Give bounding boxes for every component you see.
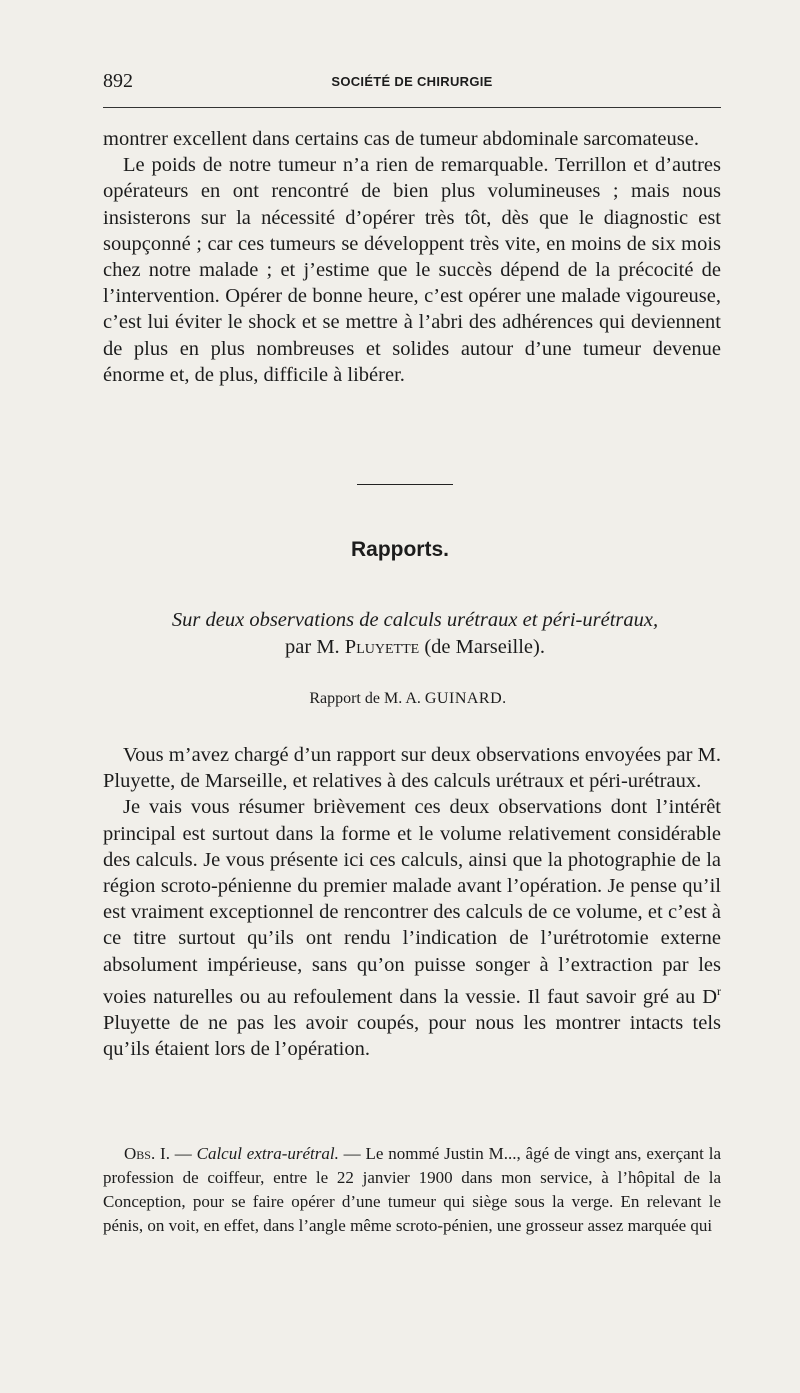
observation-label: Obs. I. (124, 1144, 170, 1163)
observation-title: Calcul extra-urétral. (196, 1144, 339, 1163)
report-body (103, 742, 721, 1062)
observation-dash-2: — (338, 1144, 366, 1163)
doctor-abbrev-sup: r (717, 983, 721, 998)
body-paragraph-2-end: Pluyette de ne pas les avoir coupés, pour nous les montrer intacts tels qu’ils étaient lors de l’opération. (103, 1011, 721, 1061)
header-rule (103, 107, 721, 108)
author-prefix: par M. (285, 636, 340, 658)
observation-text: Le nommé Justin M..., âgé de vingt ans, exerçant la profession de coiffeur, entre le 22 janvier 1900 dans mon service, à l’hôpital de la Conception, pour se faire opérer d’une tumeur qui siège sous la verge. En relevant le pénis, on voit, en effet, dans l’angle même scroto-pénien, une grosseur assez marquée qui (103, 1144, 721, 1235)
page-header (103, 70, 721, 94)
author-place: (de Marseille). (424, 636, 545, 658)
intro-paragraph-1: montrer excellent dans certains cas de tumeur abdominale sarcomateuse. (103, 128, 699, 150)
observation-block (103, 1142, 721, 1238)
rapporteur-line (0, 690, 800, 708)
body-paragraph-2 (103, 794, 721, 1062)
section-title: Rapports. (350, 538, 449, 561)
running-title: SOCIÉTÉ DE CHIRURGIE (331, 74, 493, 89)
body-paragraph-2-text: Je vais vous résumer brièvement ces deux observations dont l’intérêt principal est surtout dans la forme et le volume relativement considérable des calculs. Je vous présente ici ces calculs, ainsi que la photographie de la région scroto-pénienne du premier malade avant l’opération. Je pense qu’il est vraiment exceptionnel de rencontrer des calculs de ce volume, et c’est à ce titre surtout qu’ils ont rendu l’indication de l’urétrotomie externe absolument impérieuse, sans qu’on puisse songer à l’extraction par les voies naturelles ou au refoulement dans la vessie. Il faut savoir gré au (103, 796, 721, 1008)
intro-text (103, 126, 721, 388)
intro-paragraph-2: Le poids de notre tumeur n’a rien de remarquable. Terrillon et d’autres opérateurs en ont rencontré de bien plus volumineuses ; mais nous insisterons sur la nécessité d’opérer très tôt, dès que le diagnostic est soupçonné ; car ces tumeurs se développent très vite, en moins de six mois chez notre malade ; et j’estime que le succès dépend de la précocité de l’intervention. Opérer de bonne heure, c’est opérer une malade vigoureuse, c’est lui éviter le shock et se mettre à l’abri des adhérences qui deviennent de plus en plus nombreuses et solides autour d’une tumeur devenue énorme et, de plus, difficile à libérer. (103, 154, 721, 386)
section-divider (357, 484, 453, 485)
page-number: 892 (103, 70, 133, 92)
observation-dash-1: — (169, 1144, 197, 1163)
rapporteur-name: GUINARD. (424, 690, 507, 707)
body-paragraph-1: Vous m’avez chargé d’un rapport sur deux observations envoyées par M. Pluyette, de Marseille, et relatives à des calculs urétraux et péri-urétraux. (103, 744, 721, 793)
observation-paragraph (103, 1142, 721, 1238)
report-author-line (0, 636, 800, 659)
rapporteur-prefix: Rapport de M. A. (309, 690, 421, 707)
author-name: Pluyette (344, 636, 420, 658)
report-subtitle: Sur deux observations de calculs urétraux et péri-urétraux, (171, 609, 659, 631)
doctor-abbrev: D (702, 985, 717, 1008)
